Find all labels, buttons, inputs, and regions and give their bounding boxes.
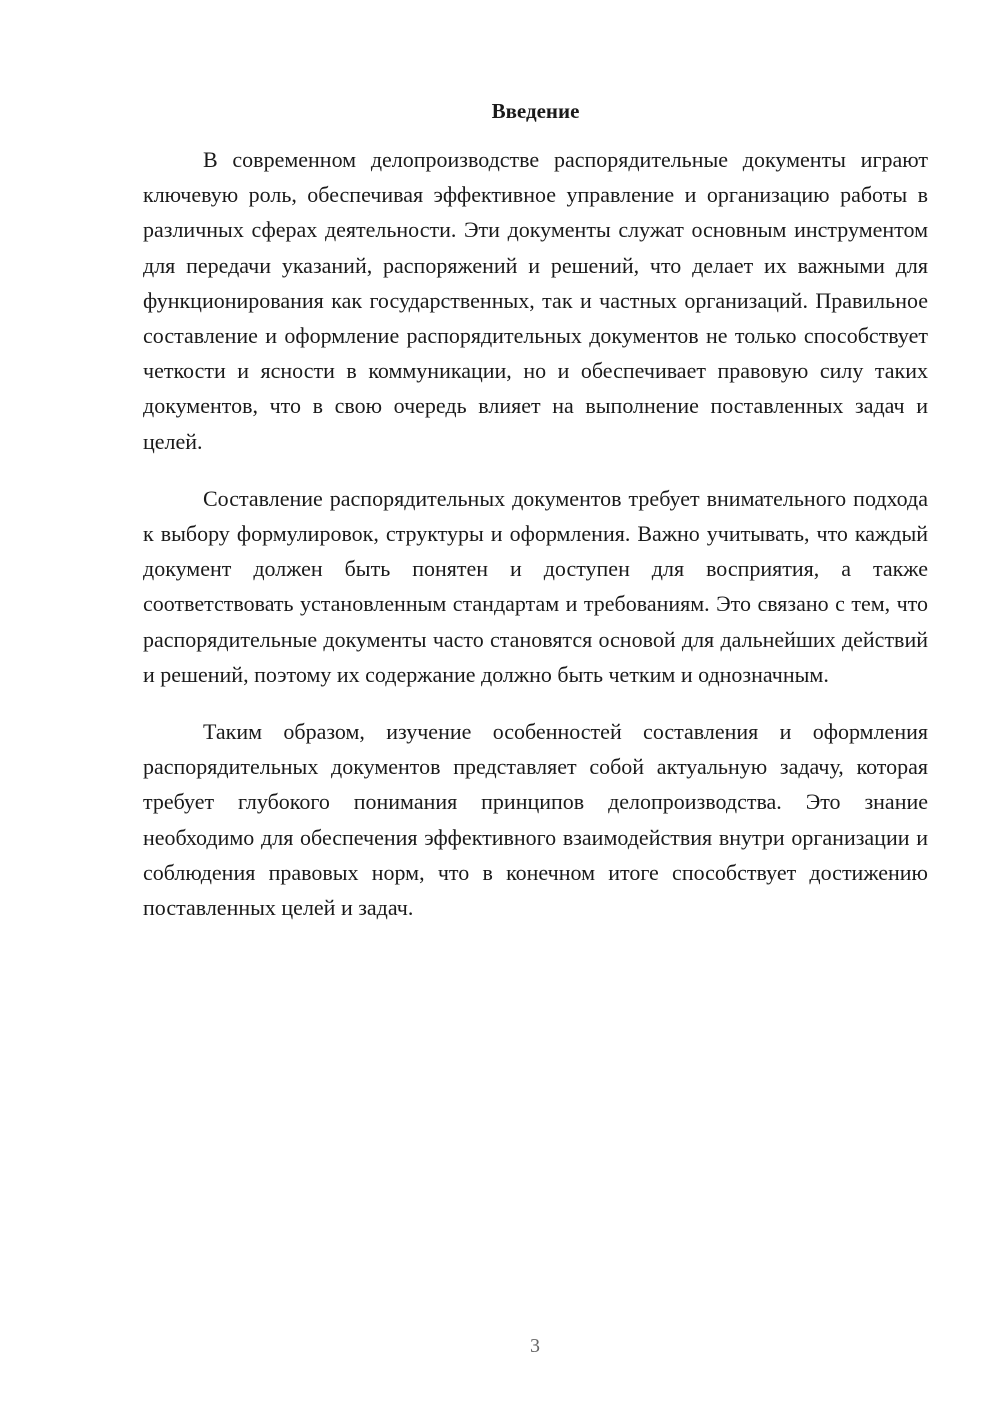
- paragraph-3: Таким образом, изучение особенностей составления и оформления распорядительных документов представляет собой актуальную задачу, которая требует глубокого понимания принципов делопроизводства. Это знание необходимо для обеспечения эффективного взаимодействия внутри организации и соблюдения правовых норм, что в конечном итоге способствует достижению поставленных целей и задач.: [143, 719, 928, 921]
- paragraph-2: Составление распорядительных документов требует внимательного подхода к выбору формулировок, структуры и оформления. Важно учитывать, что каждый документ должен быть понятен и доступен для восприятия, а также соответствовать установленным стандартам и требованиям. Это связано с тем, что распорядительные документы часто становятся основой для дальнейших действий и решений, поэтому их содержание должно быть четким и однозначным.: [143, 485, 928, 687]
- document-body: [143, 142, 928, 947]
- page-number: 3: [530, 1335, 540, 1357]
- paragraph-1: В современном делопроизводстве распорядительные документы играют ключевую роль, обеспечивая эффективное управление и организацию работы в различных сферах деятельности. Эти документы служат основным инструментом для передачи указаний, распоряжений и решений, что делает их важными для функционирования как государственных, так и частных организаций. Правильное составление и оформление распорядительных документов не только способствует четкости и ясности в коммуникации, но и обеспечивает правовую силу таких документов, что в свою очередь влияет на выполнение поставленных задач и целей.: [143, 147, 928, 454]
- section-title: Введение: [491, 99, 580, 123]
